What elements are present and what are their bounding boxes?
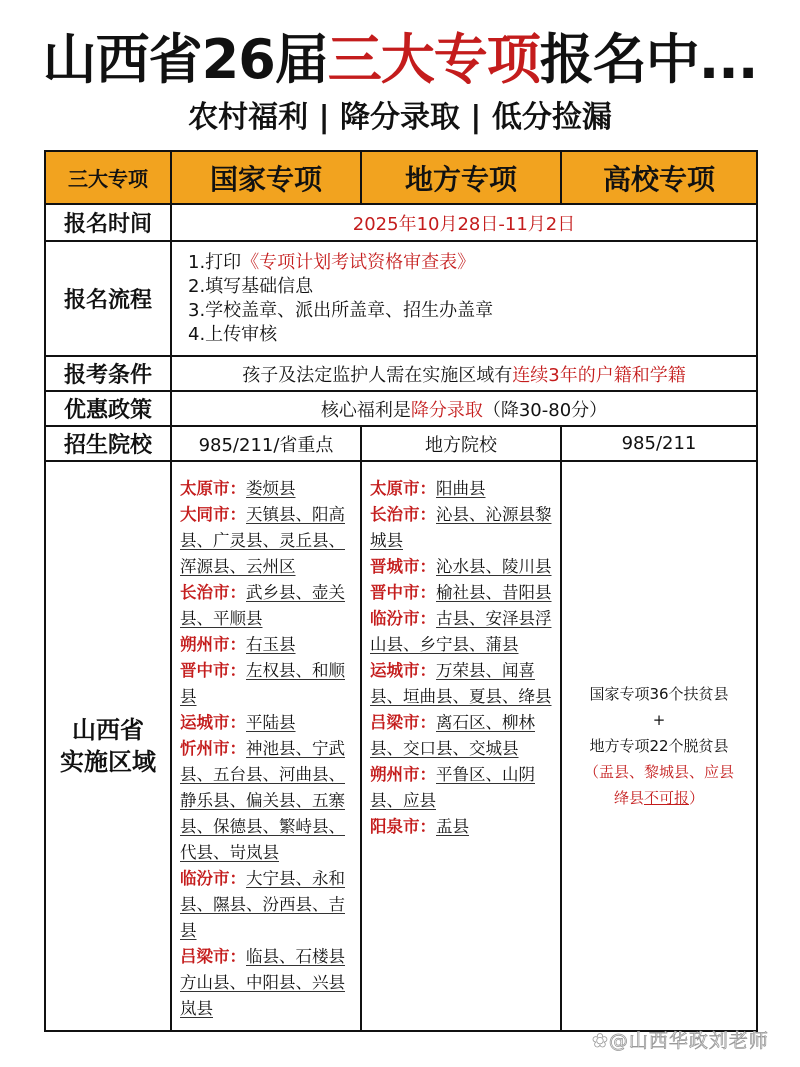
city-entry	[180, 476, 354, 502]
county-list: 右玉县	[246, 635, 296, 654]
title-suffix: 报名中...	[539, 28, 758, 91]
schools-local: 地方院校	[361, 426, 561, 461]
city-name: 朔州市：	[180, 635, 246, 654]
process-steps	[171, 241, 757, 356]
city-entry	[180, 658, 354, 710]
city-entry	[180, 866, 354, 944]
policy-value	[171, 391, 757, 426]
policy-suffix: （降30-80分）	[482, 399, 608, 421]
university-line2: 地方专项22个脱贫县	[589, 737, 729, 755]
county-list: 临县、石楼县方山县、中阳县、兴县岚县	[180, 947, 345, 1018]
county-list: 平鲁区、山阴县、应县	[370, 765, 535, 810]
conditions-text: 孩子及法定监护人需在实施区域有	[242, 364, 513, 386]
title-highlight: 三大专项	[327, 28, 540, 91]
city-name: 吕梁市：	[180, 947, 246, 966]
county-list: 榆社县、昔阳县	[436, 583, 552, 602]
row-label-area	[45, 461, 171, 1031]
table-row-conditions	[45, 356, 757, 391]
page-subtitle: 农村福利 | 降分录取 | 低分捡漏	[188, 100, 612, 135]
page-title	[0, 30, 800, 90]
city-name: 晋中市：	[180, 661, 246, 680]
county-list: 沁县、沁源县黎城县	[370, 505, 552, 550]
city-name: 晋中市：	[370, 583, 436, 602]
city-name: 长治市：	[180, 583, 246, 602]
step-1-form-name: 《专项计划考试资格审查表》	[241, 251, 476, 273]
policy-highlight: 降分录取	[410, 399, 483, 421]
row-label: 报名流程	[45, 241, 171, 356]
county-list: 大宁县、永和县、隰县、汾西县、吉县	[180, 869, 345, 940]
city-name: 运城市：	[180, 713, 246, 732]
table-row-policy	[45, 391, 757, 426]
county-list: 盂县	[436, 817, 469, 836]
city-entry	[370, 762, 554, 814]
row-label: 报名时间	[45, 204, 171, 241]
city-name: 晋城市：	[370, 557, 436, 576]
city-name: 大同市：	[180, 505, 246, 524]
city-entry	[370, 554, 554, 580]
watermark-text: @山西华政刘老师	[608, 1030, 769, 1052]
city-entry	[180, 710, 354, 736]
university-plus: +	[652, 711, 666, 729]
policy-text: 核心福利是	[320, 399, 411, 421]
note-not-eligible: 不可报	[643, 789, 689, 807]
county-list: 阳曲县	[436, 479, 486, 498]
watermark	[592, 1026, 769, 1053]
schools-national: 985/211/省重点	[171, 426, 361, 461]
city-name: 临汾市：	[180, 869, 246, 888]
university-area	[561, 461, 757, 1031]
county-list: 古县、安泽县浮山县、乡宁县、蒲县	[370, 609, 552, 654]
table-header-row	[45, 151, 757, 204]
city-name: 忻州市：	[180, 739, 246, 758]
university-note-line1: （盂县、黎城县、应县	[583, 763, 734, 781]
title-prefix: 山西省26届	[42, 28, 328, 91]
city-entry	[370, 606, 554, 658]
city-entry	[370, 580, 554, 606]
header-local: 地方专项	[361, 151, 561, 204]
county-list: 左权县、和顺县	[180, 661, 345, 706]
city-entry	[180, 736, 354, 866]
national-area-list	[171, 461, 361, 1031]
county-list: 娄烦县	[246, 479, 296, 498]
header-national: 国家专项	[171, 151, 361, 204]
row-label: 优惠政策	[45, 391, 171, 426]
table-row-registration-time	[45, 204, 757, 241]
step-4: 4.上传审核	[188, 323, 278, 345]
local-area-list	[361, 461, 561, 1031]
row-label: 招生院校	[45, 426, 171, 461]
city-entry	[370, 476, 554, 502]
table-row-schools	[45, 426, 757, 461]
city-entry	[370, 814, 554, 840]
row-label: 报考条件	[45, 356, 171, 391]
county-list: 平陆县	[246, 713, 296, 732]
city-name: 临汾市：	[370, 609, 436, 628]
step-1-text: 1.打印	[188, 251, 242, 273]
city-name: 长治市：	[370, 505, 436, 524]
city-entry	[370, 502, 554, 554]
city-name: 太原市：	[180, 479, 246, 498]
county-list: 沁水县、陵川县	[436, 557, 552, 576]
city-name: 运城市：	[370, 661, 436, 680]
city-name: 阳泉市：	[370, 817, 436, 836]
step-2: 2.填写基础信息	[188, 275, 314, 297]
area-label-line1: 山西省	[72, 716, 144, 744]
area-label-line2: 实施区域	[60, 748, 156, 776]
city-name: 吕梁市：	[370, 713, 436, 732]
county-list: 天镇县、阳高县、广灵县、灵丘县、浑源县、云州区	[180, 505, 345, 576]
schools-university: 985/211	[561, 426, 757, 461]
conditions-highlight: 连续3年的户籍和学籍	[512, 364, 686, 386]
step-1	[188, 251, 756, 275]
baidu-paw-icon: ✿	[592, 1030, 609, 1052]
city-name: 太原市：	[370, 479, 436, 498]
county-list: 万荣县、闻喜县、垣曲县、夏县、绛县	[370, 661, 552, 706]
registration-time-value: 2025年10月28日-11月2日	[171, 204, 757, 241]
university-line1: 国家专项36个扶贫县	[589, 685, 729, 703]
county-list: 神池县、宁武县、五台县、河曲县、静乐县、偏关县、五寨县、保德县、繁峙县、代县、岢岚县	[180, 739, 345, 862]
city-entry	[180, 580, 354, 632]
table-row-area	[45, 461, 757, 1031]
university-note-line2	[562, 785, 756, 811]
conditions-value	[171, 356, 757, 391]
note-county: 绛县	[613, 789, 644, 807]
county-list: 武乡县、壶关县、平顺县	[180, 583, 345, 628]
city-entry	[180, 632, 354, 658]
step-3: 3.学校盖章、派出所盖章、招生办盖章	[188, 299, 494, 321]
note-close-paren: ）	[689, 789, 705, 807]
city-name: 朔州市：	[370, 765, 436, 784]
city-entry	[370, 658, 554, 710]
info-table	[44, 150, 758, 1032]
table-row-process	[45, 241, 757, 356]
city-entry	[180, 944, 354, 1022]
city-entry	[180, 502, 354, 580]
header-university: 高校专项	[561, 151, 757, 204]
header-label: 三大专项	[45, 151, 171, 204]
county-list: 离石区、柳林县、交口县、交城县	[370, 713, 535, 758]
city-entry	[370, 710, 554, 762]
